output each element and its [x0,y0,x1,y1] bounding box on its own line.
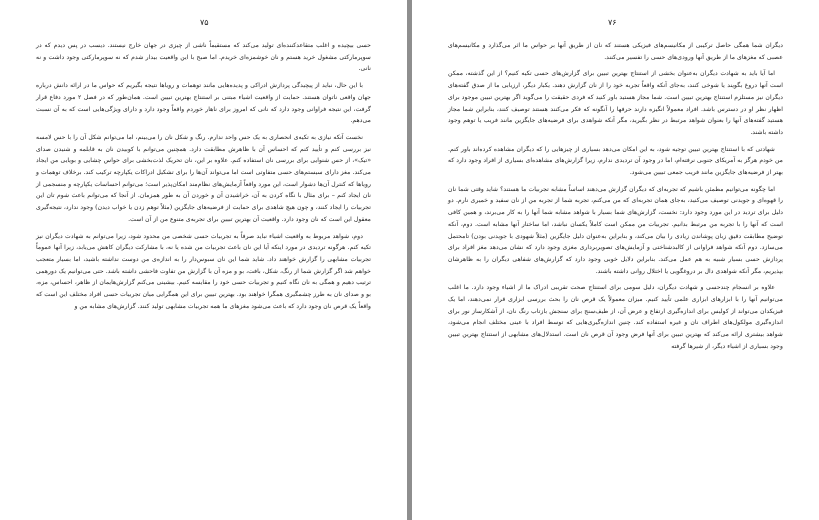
paragraph: اما آیا باید به شهادت دیگران به‌عنوان بخشی از استنتاج بهترین تبیین برای گزارش‌های حسی تکیه کنیم؟ از این گذشته، ممکن است آنها دروغ بگویند یا شوخی کنند، به‌جای آنکه واقعاً تجربه خود را از نان گزارش دهند. یکبار دیگر، ارزیابی ما از صدق گفته‌های دیگران نیز مستلزم استنتاج بهترین تبیین است. شما مجاز هستید باور کنید که فردی حقیقت را می‌گوید اگر بهترین تبیین موجود برای اظهار نظر او در دسترس باشد. افراد معمولاً انگیزه دارند حرفها را آنگونه که فکر می‌کنند هستند توصیف کنند، بنابراین شما مجاز هستید گفته‌های آنها را بعنوان شواهد مرتبط در نظر بگیرید، مگر آنکه شواهدی برای فرضیه‌های جایگزین مانند فریب یا توهم وجود داشته باشند. [448,70,783,136]
paragraph: با این حال، نباید از پیچیدگی پردازش ادراکی و پدیده‌هایی مانند توهمات و رویاها نتیجه بگیریم که حواس ما در ارائه دانش درباره جهان واقعی ناتوان هستند. حمایت از واقعیت اشیاء مبتنی بر استنتاج بهترین تبیین است. همان‌طور که در فصل ۲ مورد دفاع قرار گرفت، این نتیجه فراوانی وجود دارد که نانی که امروز برای ناهار خوردم واقعاً وجود دارد و دارای ویژگی‌هایی است که به آن نسبت می‌دهم. [36,82,371,125]
paragraph: حسی بیچیده و اغلب متقاعدکننده‌ای تولید می‌کند که مستقیماً ناشی از چیزی در جهان خارج نیستند. دیسب در پس دیدم که در سوپرمارکتی مشغول خرید هستم و نان خوشمزه‌ای خریدم. اما صبح با این واقعیت بیدار شدم که نه سوپرمارکتی وجود داشت و نه نانی. [36,42,371,73]
page-number: ۷۶ [608,18,617,27]
paragraph: شهادتی که با استنتاج بهترین تبیین توجیه شود، به این امکان می‌دهد بسیاری از چیزهایی را که دیگران مشاهده کرده‌اند باور کنم. من خودم هرگز به آمریکای جنوبی نرفته‌ام، اما در وجود آن تردیدی ندارم، زیرا گزارش‌های مشاهده‌ای بسیاری از افراد وجود دارد که بهتر از فرضیه‌های جایگزین مانند فریب جمعی تبیین می‌شود. [448,145,783,177]
paragraph: علاوه بر انسجام چندحسی و شهادت دیگران، دلیل سومی برای استنتاج صحت تقریبی ادراک ما از اشیاء وجود دارد. ما اغلب می‌توانیم آنها را با ابزارهای ابزاری علمی تأیید کنیم. میزان معمولاً یک قرص نان را بحث بررسی ابزاری قرار نمی‌دهند، اما یک فیزیکدان می‌تواند از کولیس برای اندازه‌گیری ارتفاع و عرض آن، از طیف‌سنج برای سنجش بازتاب رنگ نان، از آشکارساز نور برای اندازه‌گیری مولکول‌های اطراف نان و غیره استفاده کند. چنین اندازه‌گیری‌هایی که توسط افراد با عینی مختلف انجام می‌شود، شواهد بیشتری ارائه می‌کند که بهترین تبیین برای آنها فرض وجود آن قرص نان است. استدلال‌های مشابهی از استنتاج بهترین تبیین وجود بسیاری از اشیاء دیگر، از شیرها گرفته [448,284,783,350]
paragraph: دیگران شما همگی حاصل ترکیبی از مکانیسم‌های فیزیکی هستند که نان از طریق آنها بر حواس ما اثر می‌گذارد و مکانیسم‌های عصبی که مغزهای ما از طریق آنها ورودی‌های حسی را تفسیر می‌کنند. [448,42,783,61]
paragraph: دوم، شواهد مربوط به واقعیت اشیاء نباید صرفاً به تجربیات حسی شخصی من محدود شود، زیرا می‌توانم به شهادت دیگران نیز تکیه کنم. هرگونه تردیدی در مورد اینکه آیا این نان باعث تجربیات من شده یا نه، با مشارکت دیگران کاهش می‌یابد، زیرا آنها عموماً تجربیات مشابهی را گزارش خواهند داد. شاید شما این نان سبوس‌دار را به اندازه‌ی من دوست نداشته باشید، اما بسیار متعجب خواهم شد اگر گزارش شما از رنگ، شکل، بافت، بو و مزه آن با گزارش من تفاوت فاحشی داشته باشد. حتی می‌توانیم یک دورهمی ترتیب دهیم و همگی به نان نگاه کنیم و تجربیات حسی خود را مقایسه کنیم. بیشینی می‌کنم گزارش‌هایمان از ظاهر، احساس، مزه، بو و صدای نان به طرز چشمگیری همگرا خواهند بود. بهترین تبیین برای این همگرایی میان تجربیات حسی افراد مختلف این است که واقعاً یک قرص نان وجود دارد که باعث می‌شود مغزهای ما همه تجربیات مشابهی تولید کنند. گزارش‌های مشابه من و [36,232,371,310]
left-page [0,0,407,520]
right-page [412,0,819,520]
page-body [36,40,371,312]
page-body [448,40,783,353]
paragraph: اما چگونه می‌توانیم مطمئن باشیم که تجربه‌ای که دیگران گزارش می‌دهند اساساً مشابه تجربیات ما هستند؟ شاید وقتی شما نان را قهوه‌ای و جویدنی توصیف می‌کنید، به‌جای همان تجربه‌ای که من می‌کنم، تجربه شما از تجربه من از نان سفید و خمیری نارم. دو دلیل برای تردید در این مورد وجود دارد: نخست، گزارش‌های شما بسیار با شواهد مشابه شما آنها را به کار می‌برند، و همین کافی است که آنها را با تجربه من مرتبط بدانیم. تجربیات من ممکن است کاملاً یکسان نباشد، اما ساختار آنها مشابه است. دوم، آنکه توضیح مطابقت دقیق زبان پوشاندن زیادی را بیان می‌کند، و بنابراین به‌عنوان دلیل جایگزین (مثلاً شهودی با جویدنی بودن) تامحتمل می‌سازد. دوم آنکه شواهد فراوانی از کالبدشناختی و آزمایش‌های تصویربرداری مغزی وجود دارد که نشان می‌دهد مغز افراد برای پردازش حسی بسیار شبیه به هم عمل می‌کند. بنابراین دلایل خوبی وجود دارد که گزارش‌های شفاهی دیگران را به ظاهرشان بپذیریم، مگر آنکه شواهدی دال بر دروغگویی یا اختلال روانی داشته باشند. [448,185,783,275]
paragraph: نخست آنکه نیازی به تکیه‌ی انحصاری به یک حس واحد ندارم. رنگ و شکل نان را می‌بینم، اما می‌توانم شکل آن را با حس لامسه نیز بررسی کنم و تأیید کنم که احساس آن با ظاهرش مطابقت دارد. همچنین می‌توانم با کوبیدن نان به قابلمه و شنیدن صدای «تیک»، از حس شنوایی برای بررسی نان استفاده کنم. علاوه بر این، نان تحریک لذت‌بخشی برای حواس چشایی و بویایی من ایجاد می‌کند. مغز دارای سیستم‌های حسی متفاوتی است اما می‌تواند آن‌ها را برای تشکیل ادراکات یکپارچه ترکیب کند. برخلاف توهمات و رویاها که کنترل آن‌ها دشوار است، این مورد واقعاً ‌آزمایش‌های نظام‌مند امکان‌پذیر است؛ می‌توانم احساسات یکپارچه و منسجمی از نان ایجاد کنم – برای مثال با نگاه کردن به آن، خراشیدن آن و خوردن آن به طور همزمان. از آنجا که می‌توانم باعث شوم تان این تجربیات را ایجاد کنند، و چون هیچ شاهدی برای حمایت از فرضیه‌های جایگزین (مثلاً توهم زدن یا خواب دیدن) وجود ندارد، نتیجه‌گیری معقول این است که نان وجود دارد. واقعیت آن بهترین تبیین برای تجربه‌ی متنوع من از آن است. [36,133,371,223]
page-number: ۷۵ [200,18,209,27]
